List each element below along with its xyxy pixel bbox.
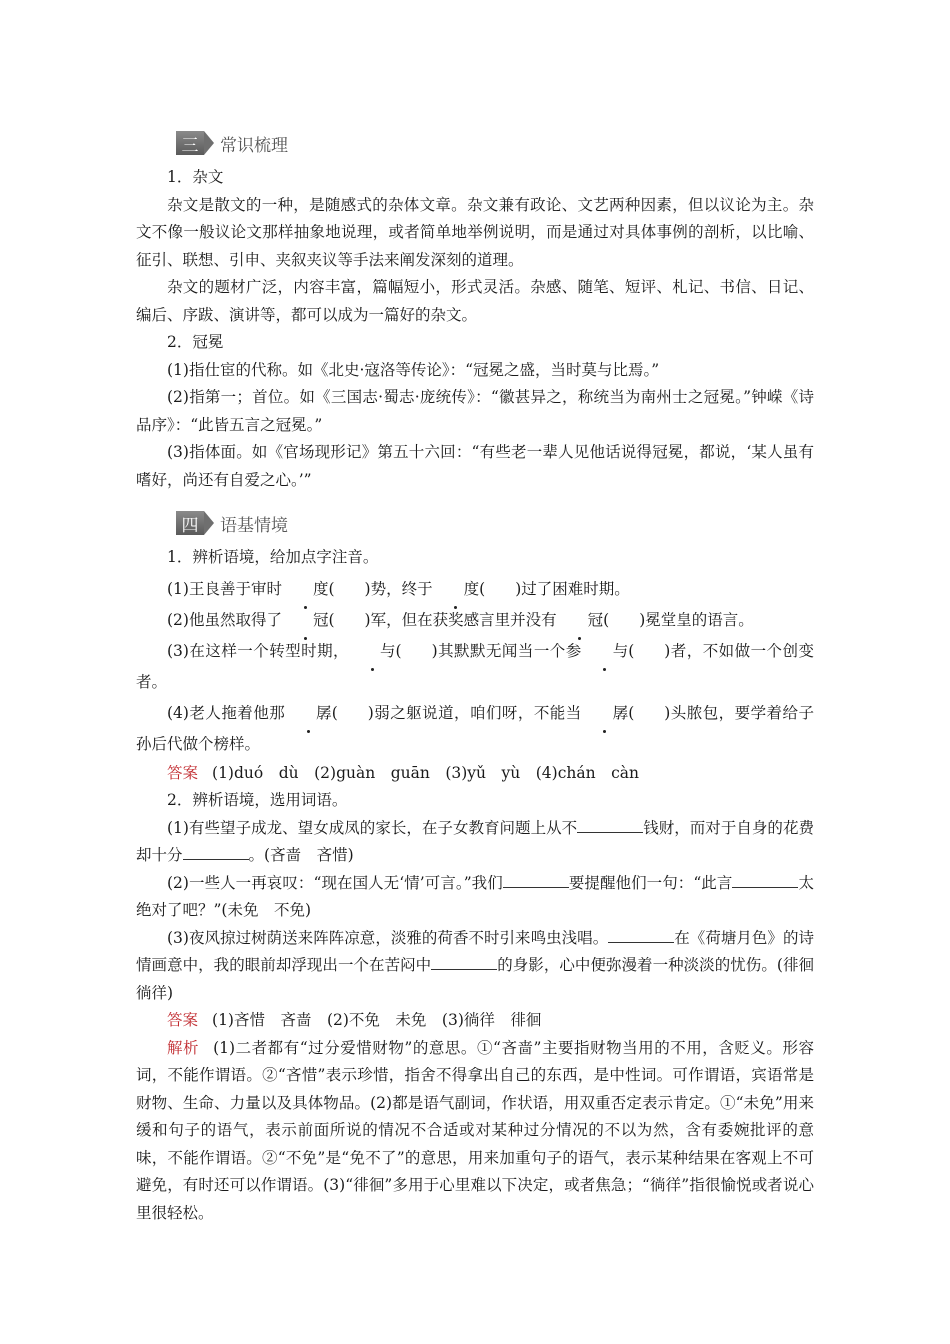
section-header-4	[136, 508, 814, 538]
paragraph: (2)指第一；首位。如《三国志·蜀志·庞统传》：“徽甚异之，称统当为南州士之冠冕。”钟嵘《诗品序》：“此皆五言之冠冕。”	[136, 388, 814, 434]
paragraph: 杂文的题材广泛，内容丰富，篇幅短小，形式灵活。杂感、随笔、短评、札记、书信、日记、编后、序跋、演讲等，都可以成为一篇好的杂文。	[136, 278, 814, 324]
section-title: 常识梳理	[220, 135, 288, 156]
explanation-label: 解析	[167, 1038, 200, 1057]
paragraph: 杂文是散文的一种，是随感式的杂体文章。杂文兼有政论、文艺两种因素，但以议论为主。杂文不像一般议论文那样抽象地说理，或者简单地举例说明，而是通过对具体事例的剖析，以比喻、征引、联想、引申、夹叙夹议等手法来阐发深刻的道理。	[136, 195, 814, 269]
answer-text: (1)吝惜 吝啬 (2)不免 未免 (3)徜徉 徘徊	[212, 1011, 542, 1029]
question-item: (3)夜风掠过树荫送来阵阵凉意，淡雅的荷香不时引来鸣虫浅唱。 在《荷塘月色》的诗情画意中，我的眼前却浮现出一个在苦闷中 的身影，心中便弥漫着一种淡淡的忧伤。(徘徊 徜徉)	[136, 928, 830, 1002]
fill-blank[interactable]	[732, 873, 798, 888]
fill-blank[interactable]	[183, 845, 249, 860]
answer-label: 答案	[167, 763, 199, 782]
question-item: (3)在这样一个转型时期， 与( )其默默无闻当一个参 与( )者，不如做一个创变者。	[136, 636, 814, 698]
section-header-3	[136, 128, 814, 158]
section-number-badge: 四	[176, 511, 204, 535]
answer-line	[136, 760, 814, 788]
fill-blank[interactable]	[577, 818, 643, 833]
answer-label: 答案	[167, 1011, 199, 1029]
paragraph: (1)指仕宦的代称。如《北史·寇洛等传论》：“冠冕之盛，当时莫与比焉。”	[167, 360, 660, 379]
answer-line	[136, 1007, 814, 1035]
question-item: (1)有些望子成龙、望女成凤的家长，在子女教育问题上从不 钱财，而对于自身的花费却十分 。(吝啬 吝惜)	[136, 818, 814, 864]
section-number-badge: 三	[176, 131, 204, 155]
explanation	[136, 1035, 814, 1228]
question-heading: 2．辨析语境，选用词语。	[167, 791, 348, 809]
question-item: (2)一些人一再哀叹：“现在国人无‘情’可言。”我们 要提醒他们一句：“此言 太绝对了吧？”(未免 不免)	[136, 873, 814, 919]
answer-text: (1)duó dù (2)guàn guān (3)yǔ yù (4)chán càn	[212, 763, 640, 782]
fill-blank[interactable]	[503, 873, 569, 888]
question-heading: 1．辨析语境，给加点字注音。	[167, 548, 379, 566]
fill-blank[interactable]	[431, 955, 497, 970]
item-heading: 2．冠冕	[167, 333, 224, 351]
question-item: (4)老人拖着他那 孱( )弱之躯说道，咱们呀，不能当 孱( )头脓包，要学着给子孙后代做个榜样。	[136, 698, 814, 760]
item-heading: 1．杂文	[167, 168, 224, 186]
section-title: 语基情境	[220, 515, 288, 536]
page-content	[136, 128, 830, 1227]
paragraph: (3)指体面。如《官场现形记》第五十六回：“有些老一辈人见他话说得冠冕，都说，‘某人虽有嗜好，尚还有自爱之心。’”	[136, 443, 814, 489]
explanation-text: (1)二者都有“过分爱惜财物”的意思。①“吝啬”主要指财物当用的不用，含贬义。形容词，不能作谓语。②“吝惜”表示珍惜，指舍不得拿出自己的东西，是中性词。可作谓语，宾语常是财物、生命、力量以及具体物品。(2)都是语气副词，作状语，用双重否定表示肯定。①“未免”用来缓和句子的语气，表示前面所说的情况不合适或对某种过分情况的不以为然，含有委婉批评的意味，不能作谓语。②“不免”是“免不了”的意思，用来加重句子的语气，表示某种结果在客观上不可避免，有时还可以作谓语。(3)“徘徊”多用于心里难以下决定，或者焦急；“徜徉”指很愉悦或者说心里很轻松。	[136, 1038, 814, 1222]
question-item: (2)他虽然取得了 冠( )军，但在获奖感言里并没有 冠( )冕堂皇的语言。	[136, 605, 814, 636]
question-item: (1)王良善于审时 度( )势，终于 度( )过了困难时期。	[136, 574, 814, 605]
fill-blank[interactable]	[608, 928, 674, 943]
